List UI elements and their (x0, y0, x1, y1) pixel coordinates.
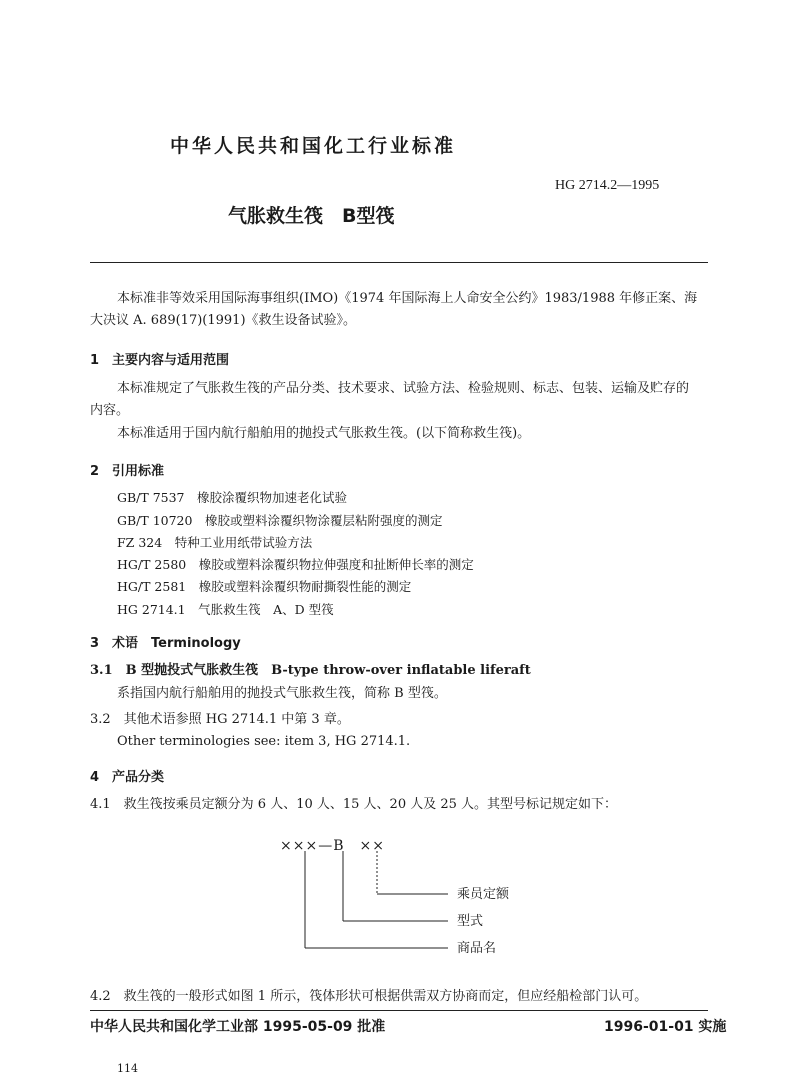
implementation-date: 1996-01-01 实施 (604, 1019, 727, 1035)
label-crew-capacity: 乘员定额 (457, 887, 510, 902)
designation-code: ×××—B ×× (280, 838, 385, 854)
approval-line: 中华人民共和国化学工业部 1995-05-09 批准 (90, 1019, 386, 1035)
section-1-para-1-line-2: 内容。 (90, 403, 130, 418)
reference-item: HG 2714.1 气胀救生筏 A、D 型筏 (117, 602, 334, 617)
standard-number: HG 2714.2—1995 (555, 178, 660, 193)
section-3-1-text: 系指国内航行船舶用的抛投式气胀救生筏，简称 B 型筏。 (117, 686, 447, 701)
label-product-name: 商品名 (457, 941, 497, 956)
header-rule (90, 262, 708, 263)
section-1-para-2: 本标准适用于国内航行船舶用的抛投式气胀救生筏。(以下简称救生筏)。 (117, 426, 531, 441)
section-4-2-text: 4.2 救生筏的一般形式如图 1 所示，筏体形状可根据供需双方协商而定，但应经船检部门认可。 (90, 989, 648, 1004)
section-2-heading: 2 引用标准 (90, 464, 165, 479)
section-1-heading: 1 主要内容与适用范围 (90, 353, 230, 368)
section-1-para-1-line-1: 本标准规定了气胀救生筏的产品分类、技术要求、试验方法、检验规则、标志、包装、运输及贮存的 (117, 381, 690, 396)
reference-item: GB/T 10720 橡胶或塑料涂覆织物涂覆层粘附强度的测定 (117, 513, 443, 528)
reference-item: HG/T 2581 橡胶或塑料涂覆织物耐撕裂性能的测定 (117, 579, 412, 594)
section-3-2-text: Other terminologies see: item 3, HG 2714.1. (117, 734, 411, 749)
intro-line-2: 大决议 A. 689(17)(1991)《救生设备试验》。 (90, 313, 357, 328)
reference-item: HG/T 2580 橡胶或塑料涂覆织物拉伸强度和扯断伸长率的测定 (117, 557, 474, 572)
model-designation-diagram (270, 835, 530, 960)
document-title: 气胀救生筏 B型筏 (228, 205, 395, 227)
section-3-heading: 3 术语 Terminology (90, 636, 241, 651)
section-4-heading: 4 产品分类 (90, 770, 165, 785)
section-3-2-heading: 3.2 其他术语参照 HG 2714.1 中第 3 章。 (90, 712, 350, 727)
footer-rule (90, 1010, 708, 1011)
intro-line-1: 本标准非等效采用国际海事组织(IMO)《1974 年国际海上人命安全公约》1983/1988 年修正案、海 (117, 291, 698, 306)
section-3-1-heading: 3.1 B 型抛投式气胀救生筏 B-type throw-over inflatable liferaft (90, 663, 531, 678)
reference-item: GB/T 7537 橡胶涂覆织物加速老化试验 (117, 490, 348, 505)
standard-category: 中华人民共和国化工行业标准 (170, 135, 457, 157)
label-type: 型式 (457, 914, 484, 929)
page-number: 114 (117, 1062, 138, 1075)
section-4-1-text: 4.1 救生筏按乘员定额分为 6 人、10 人、15 人、20 人及 25 人。其型号标记规定如下： (90, 797, 618, 812)
reference-item: FZ 324 特种工业用纸带试验方法 (117, 535, 313, 550)
